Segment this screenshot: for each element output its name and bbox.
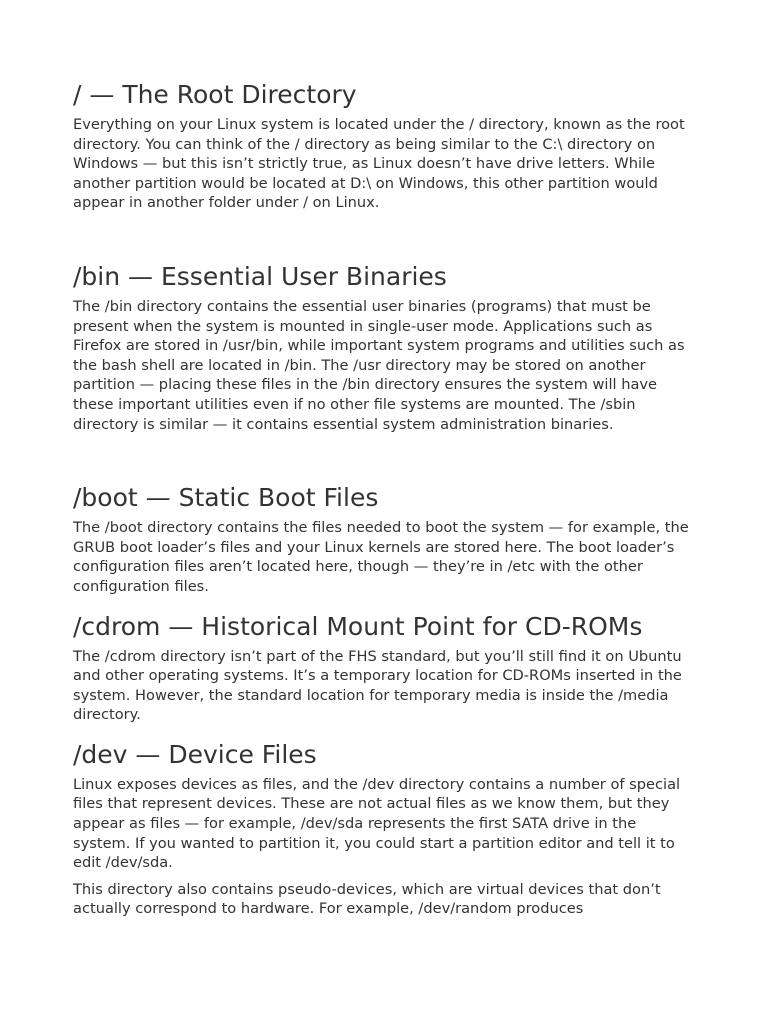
section-paragraph: Everything on your Linux system is located under the / directory, known as the root directory. You can think of the / directory as being similar to the C:\ directory on Windows — but this isn’t strictly true, as Linux doesn’t have drive letters. While another partition would be located at D:\ on Windows, this other partition would appear in another folder under / on Linux. [73,116,685,212]
section-heading: /dev — Device Files [73,739,317,769]
section-spacer [73,434,696,482]
section-spacer [73,725,696,739]
section-root-directory [73,79,696,213]
section-paragraph: The /bin directory contains the essential user binaries (programs) that must be present when the system is mounted in single-user mode. Applications such as Firefox are stored in /usr/bin, while important system programs and utilities such as the bash shell are located in /bin. The /usr directory may be stored on another partition — placing these files in the /bin directory ensures the system will have these important utilities even if no other file systems are mounted. The /sbin directory is similar — it contains essential system administration binaries. [73,297,685,433]
section-boot [73,482,696,596]
section-paragraph: The /cdrom directory isn’t part of the FHS standard, but you’ll still find it on Ubuntu and other operating systems. It’s a temporary location for CD-ROMs inserted in the system. However, the standard location for temporary media is inside the /media directory. [73,647,682,724]
section-cdrom [73,611,696,725]
section-dev [73,739,696,919]
section-paragraph: Linux exposes devices as files, and the /dev directory contains a number of special files that represent devices. These are not actual files as we know them, but they appear as files — for example, /dev/sda represents the first SATA drive in the system. If you wanted to partition it, you could start a partition editor and tell it to edit /dev/sda. [73,775,681,872]
section-bin [73,261,696,434]
section-heading: / — The Root Directory [73,80,357,109]
section-spacer [73,597,696,611]
section-heading: /boot — Static Boot Files [73,483,379,513]
section-heading: /cdrom — Historical Mount Point for CD-ROMs [73,611,643,641]
section-heading: /bin — Essential User Binaries [73,261,447,291]
section-spacer [73,213,696,261]
section-paragraph: This directory also contains pseudo-devices, which are virtual devices that don’t actually correspond to hardware. For example, /dev/random produces [73,880,661,918]
section-paragraph: The /boot directory contains the files needed to boot the system — for example, the GRUB boot loader’s files and your Linux kernels are stored here. The boot loader’s configuration files aren’t located here, though — they’re in /etc with the other configuration files. [73,519,689,595]
